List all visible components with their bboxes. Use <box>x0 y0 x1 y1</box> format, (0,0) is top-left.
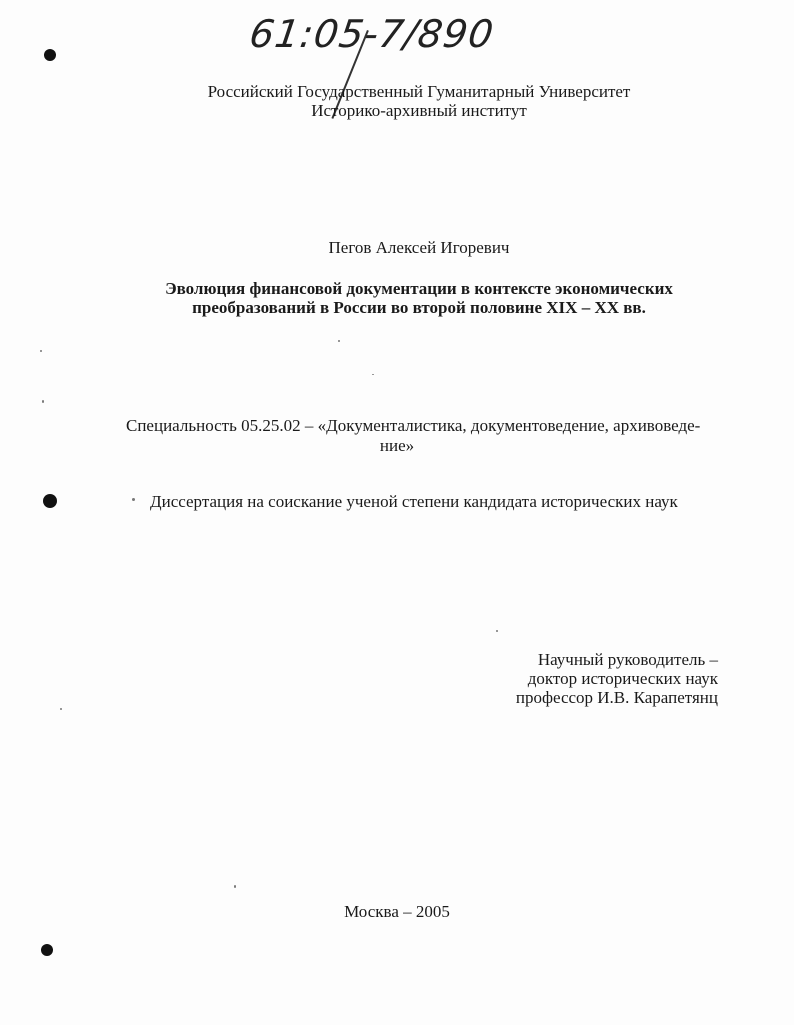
specialty-line-2: ние» <box>379 436 415 455</box>
punch-hole-mark <box>44 49 56 61</box>
punch-hole-mark <box>43 494 57 508</box>
scan-speck <box>372 374 374 375</box>
university-name: Российский Государственный Гуманитарный Университет <box>207 82 631 101</box>
advisor-role: Научный руководитель – <box>537 650 718 669</box>
city-year: Москва – 2005 <box>344 902 450 921</box>
dissertation-degree: Диссертация на соискание ученой степени кандидата исторических наук <box>150 492 678 511</box>
advisor-name: профессор И.В. Карапетянц <box>515 688 718 707</box>
scan-speck <box>496 630 498 632</box>
specialty-line-1: Специальность 05.25.02 – «Документалистика, документоведение, архивоведе- <box>126 416 701 435</box>
scan-speck <box>60 708 62 710</box>
punch-hole-mark <box>41 944 53 956</box>
dissertation-title-line-1: Эволюция финансовой документации в контексте экономических <box>165 279 673 298</box>
dissertation-title-line-2: преобразований в России во второй половине XIX – XX вв. <box>192 298 646 317</box>
institute-name: Историко-архивный институт <box>311 101 527 120</box>
author-name: Пегов Алексей Игоревич <box>328 238 510 257</box>
scan-speck <box>234 885 236 888</box>
scan-speck <box>338 340 340 342</box>
scan-speck <box>42 400 44 403</box>
advisor-degree: доктор исторических наук <box>527 669 718 688</box>
archive-number-handwritten: 61:05-7/890 <box>246 12 497 56</box>
scan-speck <box>40 350 42 352</box>
scan-speck <box>132 498 135 501</box>
